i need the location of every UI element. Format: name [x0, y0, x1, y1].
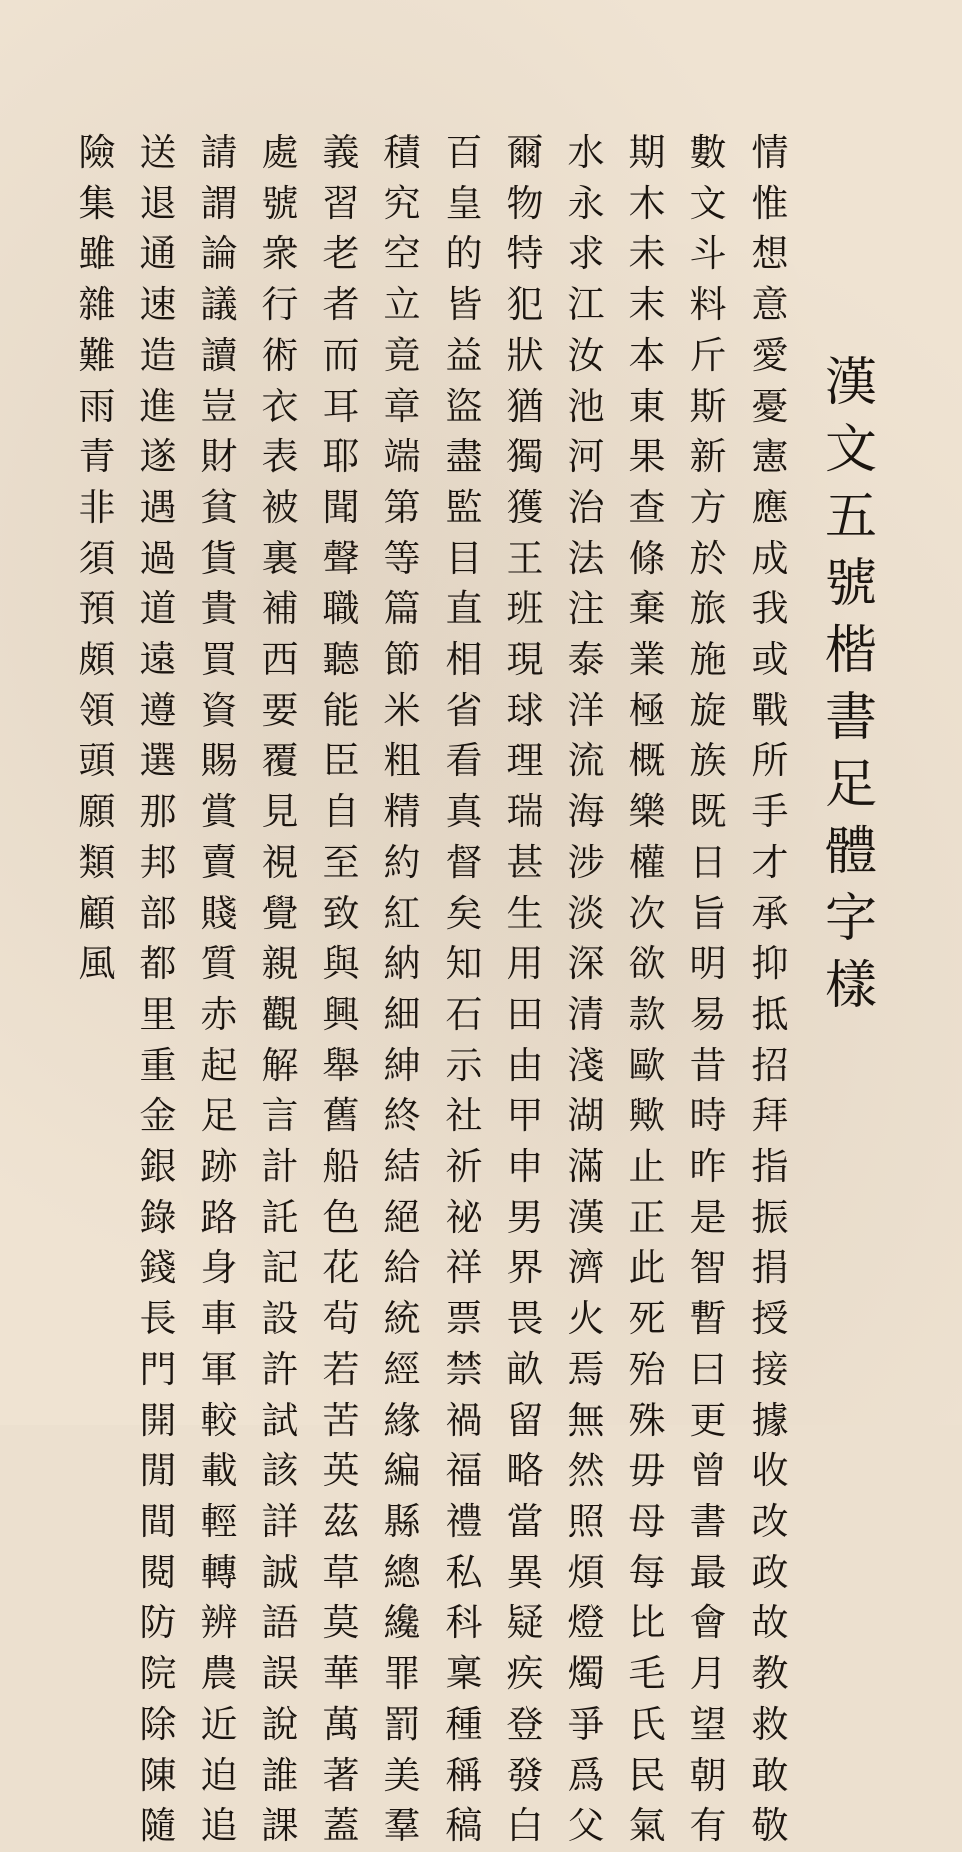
character-column-2: 數文斗料斤斯新方於旅施旋族既日旨明易昔時昨是智暫曰更曾書最會月望朝有: [689, 131, 727, 1848]
character-column-11: 送退通速造進遂遇過道遠遵選那邦部都里重金銀錄錢長門開閒間閱防院除陳隨: [139, 131, 177, 1848]
character-column-9: 處號衆行術衣表被裏補西要覆見視覺親觀解言計託記設許試該詳誠語誤說誰課: [261, 131, 299, 1848]
character-column-5: 爾物特犯狀猶獨獲王班現球理瑞甚生用田由甲申男界畏畝留略當異疑疾登發白: [506, 131, 544, 1848]
character-column-8: 義習老者而耳耶聞聲職聽能臣自至致與興舉舊船色花茍若苦英茲草莫華萬著蓋: [322, 131, 360, 1848]
page-title: 漢文五號楷書足體字樣: [824, 353, 877, 1016]
character-column-3: 期木未末本東果查條棄業極概樂權次欲款歐歟止正此死殆殊毋母每比毛氏民氣: [628, 131, 666, 1848]
character-column-12: 險集雖雜難雨青非須預頗領頭願類顧風: [78, 131, 116, 986]
character-column-10: 請謂論議讀豈財貧貨貴買資賜賞賣賤質赤起足跡路身車軍較載輕轉辨農近迫追: [200, 131, 238, 1848]
character-column-7: 積究空立竟章端第等篇節米粗精約紅納細紳終結絕給統經緣編縣總纔罪罰美羣: [383, 131, 421, 1848]
character-column-6: 百皇的皆益盜盡監目直相省看真督矣知石示社祈祕祥票禁禍福禮私科稟種稱稿: [445, 131, 483, 1848]
character-column-1: 情惟想意愛憂憲應成我或戰所手才承抑抵招拜指振捐授接據收改政故教救敢敬: [751, 131, 789, 1848]
character-column-4: 水永求江汝池河治法注泰洋流海涉淡深清淺湖滿漢濟火焉無然照煩燈燭爭爲父: [567, 131, 605, 1848]
